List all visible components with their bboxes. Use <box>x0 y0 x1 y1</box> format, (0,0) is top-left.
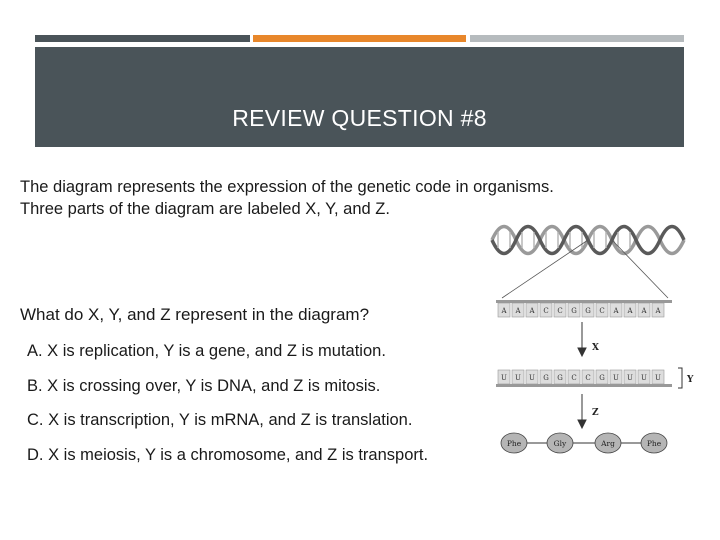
option-c[interactable]: C. X is transcription, Y is mRNA, and Z is translation. <box>27 411 413 429</box>
dna-base: A <box>627 307 633 315</box>
amino-acid-chain <box>501 433 667 453</box>
amino-acid: Arg <box>601 439 615 448</box>
gene-expression-diagram <box>488 210 698 472</box>
mrna-strand <box>496 384 672 387</box>
mrna-base: U <box>515 374 521 382</box>
bracket-y <box>678 368 682 388</box>
dna-base: A <box>641 307 647 315</box>
title-banner <box>35 47 684 147</box>
accent-bar-gray <box>470 35 684 42</box>
dna-base: C <box>557 307 563 315</box>
mrna-base: U <box>501 374 507 382</box>
question-prompt: What do X, Y, and Z represent in the diagram? <box>20 305 370 324</box>
mrna-base: U <box>529 374 535 382</box>
mrna-base: U <box>627 374 633 382</box>
dna-bases <box>498 303 664 317</box>
question-stem: The diagram represents the expression of the genetic code in organisms. Three parts of the diagram are labeled X, Y, and Z. <box>20 178 554 218</box>
dna-base: A <box>501 307 507 315</box>
mrna-base: C <box>585 374 591 382</box>
mrna-base: G <box>557 374 563 382</box>
dna-base: A <box>529 307 535 315</box>
mrna-base: U <box>641 374 647 382</box>
arrow-x <box>578 322 586 356</box>
dna-base: G <box>571 307 577 315</box>
label-x: X <box>592 343 599 353</box>
dna-base: G <box>585 307 591 315</box>
label-z: Z <box>592 408 599 418</box>
mrna-bases <box>498 370 664 384</box>
option-d[interactable]: D. X is meiosis, Y is a chromosome, and Z is transport. <box>27 445 429 464</box>
accent-bar-dark <box>35 35 250 42</box>
answer-options <box>27 340 428 478</box>
option-b[interactable]: B. X is crossing over, Y is DNA, and Z is mitosis. <box>27 376 381 395</box>
dna-strand <box>496 300 672 303</box>
slide-title: REVIEW QUESTION #8 <box>232 105 487 131</box>
dna-base: C <box>599 307 605 315</box>
dna-base: C <box>543 307 549 315</box>
dna-base: A <box>613 307 619 315</box>
mrna-base: G <box>599 374 605 382</box>
dna-base: A <box>655 307 661 315</box>
amino-acid: Gly <box>553 439 567 448</box>
label-y: Y <box>687 375 694 385</box>
amino-acid: Phe <box>646 439 662 448</box>
mrna-base: C <box>571 374 577 382</box>
accent-bar-orange <box>253 35 466 42</box>
mrna-base: U <box>655 374 661 382</box>
mrna-base: G <box>543 374 549 382</box>
arrow-z <box>578 394 586 428</box>
option-a[interactable]: A. X is replication, Y is a gene, and Z is mutation. <box>27 342 386 360</box>
mrna-base: U <box>613 374 619 382</box>
amino-acid: Phe <box>506 439 522 448</box>
dna-base: A <box>515 307 521 315</box>
